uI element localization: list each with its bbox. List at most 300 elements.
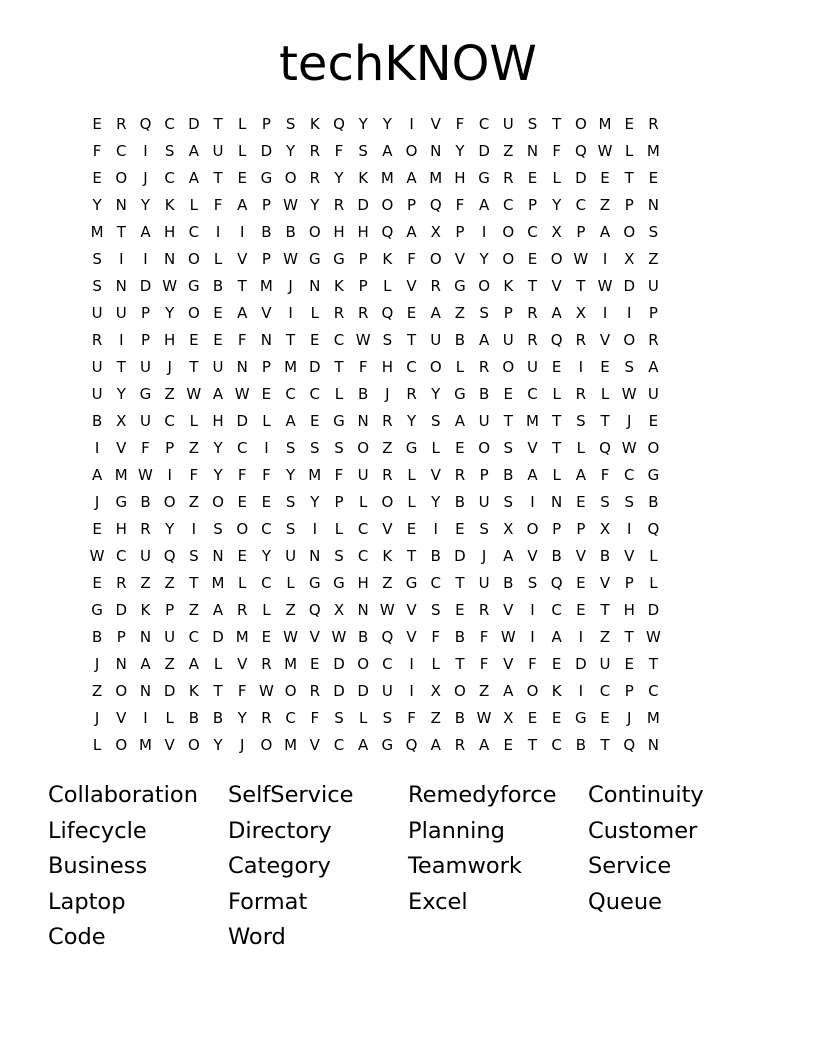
grid-cell[interactable]: O: [381, 493, 394, 511]
grid-cell[interactable]: Z: [188, 493, 199, 511]
grid-cell[interactable]: M: [284, 358, 298, 376]
grid-cell[interactable]: Q: [550, 574, 563, 592]
grid-cell[interactable]: B: [91, 628, 103, 646]
grid-cell[interactable]: D: [575, 169, 587, 187]
grid-cell[interactable]: W: [234, 385, 250, 403]
grid-cell[interactable]: O: [429, 358, 442, 376]
grid-cell[interactable]: M: [211, 574, 225, 592]
grid-cell[interactable]: V: [406, 601, 417, 619]
grid-cell[interactable]: F: [213, 196, 223, 214]
grid-cell[interactable]: X: [503, 520, 514, 538]
grid-cell[interactable]: C: [527, 223, 538, 241]
grid-cell[interactable]: C: [164, 412, 175, 430]
grid-cell[interactable]: C: [357, 520, 369, 538]
grid-cell[interactable]: Y: [140, 196, 151, 214]
grid-cell[interactable]: E: [624, 115, 634, 133]
grid-cell[interactable]: Y: [479, 250, 489, 268]
grid-cell[interactable]: Z: [164, 574, 175, 592]
grid-cell[interactable]: C: [164, 115, 175, 133]
grid-cell[interactable]: M: [598, 115, 612, 133]
grid-cell[interactable]: B: [261, 223, 272, 241]
grid-cell[interactable]: E: [455, 439, 465, 457]
grid-cell[interactable]: C: [503, 196, 514, 214]
grid-cell[interactable]: G: [139, 385, 152, 403]
grid-cell[interactable]: J: [385, 385, 390, 403]
grid-cell[interactable]: H: [357, 223, 369, 241]
grid-cell[interactable]: N: [139, 682, 152, 700]
grid-cell[interactable]: L: [358, 493, 368, 511]
grid-cell[interactable]: I: [143, 142, 148, 160]
grid-cell[interactable]: P: [358, 250, 368, 268]
grid-cell[interactable]: B: [551, 547, 562, 565]
grid-cell[interactable]: D: [357, 196, 369, 214]
grid-cell[interactable]: P: [261, 115, 271, 133]
grid-cell[interactable]: A: [140, 223, 151, 241]
grid-cell[interactable]: I: [240, 223, 245, 241]
grid-cell[interactable]: L: [552, 385, 561, 403]
grid-cell[interactable]: E: [261, 628, 272, 646]
grid-cell[interactable]: B: [212, 277, 224, 295]
grid-cell[interactable]: L: [238, 115, 247, 133]
grid-cell[interactable]: F: [334, 466, 344, 484]
grid-cell[interactable]: B: [648, 493, 659, 511]
grid-cell[interactable]: M: [525, 412, 539, 430]
grid-cell[interactable]: S: [213, 520, 223, 538]
grid-cell[interactable]: C: [478, 115, 490, 133]
grid-cell[interactable]: A: [382, 142, 393, 160]
grid-cell[interactable]: J: [627, 412, 632, 430]
grid-cell[interactable]: U: [599, 655, 611, 673]
grid-cell[interactable]: Q: [599, 439, 611, 457]
grid-cell[interactable]: I: [119, 250, 124, 268]
grid-cell[interactable]: F: [600, 466, 610, 484]
grid-cell[interactable]: I: [119, 331, 124, 349]
grid-cell[interactable]: R: [648, 331, 659, 349]
grid-cell[interactable]: E: [648, 412, 659, 430]
grid-cell[interactable]: T: [552, 439, 562, 457]
grid-cell[interactable]: C: [430, 574, 441, 592]
grid-cell[interactable]: E: [310, 331, 320, 349]
grid-cell[interactable]: Q: [139, 115, 152, 133]
grid-cell[interactable]: B: [503, 574, 514, 592]
grid-cell[interactable]: C: [406, 358, 417, 376]
grid-cell[interactable]: E: [406, 520, 417, 538]
grid-cell[interactable]: E: [261, 385, 272, 403]
grid-cell[interactable]: B: [454, 709, 466, 727]
grid-cell[interactable]: O: [357, 439, 370, 457]
grid-cell[interactable]: I: [288, 304, 293, 322]
grid-cell[interactable]: U: [285, 547, 297, 565]
grid-cell[interactable]: D: [212, 628, 224, 646]
grid-cell[interactable]: W: [331, 628, 347, 646]
grid-cell[interactable]: Z: [164, 655, 175, 673]
grid-cell[interactable]: F: [141, 439, 150, 457]
grid-cell[interactable]: P: [165, 439, 175, 457]
grid-cell[interactable]: I: [578, 682, 584, 700]
grid-cell[interactable]: A: [212, 601, 224, 619]
grid-cell[interactable]: P: [358, 277, 368, 295]
grid-cell[interactable]: U: [647, 385, 659, 403]
grid-cell[interactable]: T: [503, 412, 513, 430]
grid-cell[interactable]: Q: [163, 547, 176, 565]
grid-cell[interactable]: V: [503, 655, 514, 673]
grid-cell[interactable]: C: [551, 601, 562, 619]
grid-cell[interactable]: Y: [116, 385, 126, 403]
grid-cell[interactable]: V: [599, 331, 611, 349]
grid-cell[interactable]: A: [188, 655, 199, 673]
grid-cell[interactable]: H: [357, 574, 369, 592]
grid-cell[interactable]: P: [503, 304, 513, 322]
grid-cell[interactable]: N: [212, 547, 224, 565]
grid-cell[interactable]: P: [624, 574, 634, 592]
grid-cell[interactable]: J: [94, 655, 100, 673]
grid-cell[interactable]: T: [648, 655, 658, 673]
grid-cell[interactable]: Y: [261, 547, 271, 565]
grid-cell[interactable]: A: [188, 169, 199, 187]
grid-cell[interactable]: J: [94, 493, 100, 511]
grid-cell[interactable]: H: [115, 520, 127, 538]
grid-cell[interactable]: S: [430, 412, 441, 430]
grid-cell[interactable]: O: [574, 115, 587, 133]
grid-cell[interactable]: W: [476, 709, 492, 727]
grid-cell[interactable]: Y: [358, 115, 368, 133]
grid-cell[interactable]: J: [143, 169, 148, 187]
grid-cell[interactable]: S: [503, 493, 514, 511]
grid-cell[interactable]: U: [478, 493, 490, 511]
grid-cell[interactable]: S: [334, 709, 344, 727]
grid-cell[interactable]: Y: [455, 142, 465, 160]
grid-cell[interactable]: I: [409, 115, 414, 133]
grid-cell[interactable]: Y: [213, 736, 223, 754]
grid-cell[interactable]: E: [576, 601, 586, 619]
grid-cell[interactable]: O: [187, 736, 200, 754]
grid-cell[interactable]: T: [600, 601, 610, 619]
grid-cell[interactable]: A: [91, 466, 103, 484]
grid-cell[interactable]: N: [115, 277, 127, 295]
grid-cell[interactable]: Y: [310, 196, 320, 214]
grid-cell[interactable]: A: [406, 169, 417, 187]
grid-cell[interactable]: E: [261, 493, 272, 511]
grid-cell[interactable]: E: [551, 709, 562, 727]
grid-cell[interactable]: F: [358, 358, 368, 376]
grid-cell[interactable]: A: [285, 412, 296, 430]
grid-cell[interactable]: A: [503, 547, 514, 565]
grid-cell[interactable]: R: [454, 466, 466, 484]
grid-cell[interactable]: E: [576, 574, 586, 592]
grid-cell[interactable]: P: [624, 196, 634, 214]
grid-cell[interactable]: N: [115, 655, 127, 673]
grid-cell[interactable]: P: [648, 304, 658, 322]
grid-cell[interactable]: T: [189, 574, 199, 592]
grid-cell[interactable]: C: [309, 385, 321, 403]
grid-cell[interactable]: N: [430, 142, 442, 160]
grid-cell[interactable]: S: [624, 493, 634, 511]
grid-cell[interactable]: S: [527, 115, 538, 133]
grid-cell[interactable]: E: [92, 169, 102, 187]
grid-cell[interactable]: L: [189, 196, 199, 214]
grid-cell[interactable]: K: [358, 169, 369, 187]
grid-cell[interactable]: U: [164, 628, 176, 646]
grid-cell[interactable]: S: [164, 142, 175, 160]
grid-cell[interactable]: H: [164, 331, 176, 349]
grid-cell[interactable]: E: [551, 358, 562, 376]
grid-cell[interactable]: W: [597, 142, 613, 160]
grid-cell[interactable]: L: [600, 385, 610, 403]
grid-cell[interactable]: F: [310, 709, 320, 727]
grid-cell[interactable]: Q: [623, 736, 636, 754]
grid-cell[interactable]: O: [187, 250, 200, 268]
grid-cell[interactable]: K: [188, 682, 199, 700]
grid-cell[interactable]: C: [357, 547, 369, 565]
grid-cell[interactable]: S: [285, 439, 296, 457]
grid-cell[interactable]: E: [237, 493, 247, 511]
grid-cell[interactable]: R: [648, 115, 659, 133]
grid-cell[interactable]: M: [90, 223, 104, 241]
grid-cell[interactable]: J: [288, 277, 293, 295]
grid-cell[interactable]: G: [333, 250, 345, 268]
grid-cell[interactable]: B: [430, 547, 441, 565]
grid-cell[interactable]: C: [575, 196, 587, 214]
grid-cell[interactable]: N: [309, 277, 321, 295]
grid-cell[interactable]: T: [600, 412, 610, 430]
grid-cell[interactable]: L: [625, 142, 634, 160]
grid-cell[interactable]: A: [237, 304, 248, 322]
grid-cell[interactable]: C: [261, 520, 272, 538]
grid-cell[interactable]: M: [114, 466, 128, 484]
grid-cell[interactable]: S: [334, 547, 344, 565]
grid-cell[interactable]: W: [138, 466, 153, 484]
grid-cell[interactable]: R: [478, 601, 490, 619]
grid-cell[interactable]: O: [405, 142, 418, 160]
grid-cell[interactable]: L: [431, 655, 440, 673]
grid-cell[interactable]: O: [623, 331, 636, 349]
grid-cell[interactable]: K: [164, 196, 175, 214]
grid-cell[interactable]: A: [358, 736, 369, 754]
grid-cell[interactable]: R: [382, 466, 393, 484]
grid-cell[interactable]: Q: [333, 115, 345, 133]
grid-cell[interactable]: E: [503, 385, 514, 403]
grid-cell[interactable]: E: [600, 169, 610, 187]
grid-cell[interactable]: I: [191, 520, 197, 538]
grid-cell[interactable]: E: [237, 547, 247, 565]
grid-cell[interactable]: P: [261, 250, 271, 268]
grid-cell[interactable]: K: [503, 277, 514, 295]
grid-cell[interactable]: I: [312, 520, 317, 538]
grid-cell[interactable]: X: [624, 250, 635, 268]
grid-cell[interactable]: P: [261, 358, 271, 376]
grid-cell[interactable]: A: [430, 304, 441, 322]
grid-cell[interactable]: U: [526, 358, 538, 376]
grid-cell[interactable]: P: [576, 223, 586, 241]
grid-cell[interactable]: J: [627, 709, 632, 727]
grid-cell[interactable]: Y: [286, 466, 296, 484]
grid-cell[interactable]: Y: [165, 520, 175, 538]
grid-cell[interactable]: F: [189, 466, 199, 484]
grid-cell[interactable]: M: [429, 169, 443, 187]
grid-cell[interactable]: U: [381, 682, 393, 700]
grid-cell[interactable]: Q: [574, 142, 587, 160]
grid-cell[interactable]: H: [623, 601, 635, 619]
grid-cell[interactable]: E: [600, 358, 610, 376]
grid-cell[interactable]: V: [309, 628, 320, 646]
grid-cell[interactable]: R: [116, 574, 127, 592]
grid-cell[interactable]: E: [527, 250, 538, 268]
grid-cell[interactable]: T: [213, 169, 223, 187]
grid-cell[interactable]: O: [284, 682, 297, 700]
grid-cell[interactable]: T: [624, 628, 634, 646]
grid-cell[interactable]: V: [237, 250, 248, 268]
grid-cell[interactable]: E: [503, 736, 514, 754]
grid-cell[interactable]: Q: [550, 331, 563, 349]
grid-cell[interactable]: A: [551, 628, 562, 646]
grid-cell[interactable]: E: [455, 520, 465, 538]
grid-cell[interactable]: C: [382, 655, 393, 673]
grid-cell[interactable]: Z: [188, 439, 199, 457]
grid-cell[interactable]: B: [188, 709, 199, 727]
grid-cell[interactable]: I: [602, 250, 608, 268]
grid-cell[interactable]: U: [502, 115, 514, 133]
grid-cell[interactable]: Y: [92, 196, 102, 214]
grid-cell[interactable]: V: [527, 439, 538, 457]
grid-cell[interactable]: G: [308, 574, 321, 592]
grid-cell[interactable]: Q: [308, 601, 321, 619]
grid-cell[interactable]: C: [116, 547, 127, 565]
grid-cell[interactable]: N: [357, 412, 369, 430]
grid-cell[interactable]: L: [213, 250, 223, 268]
grid-cell[interactable]: P: [624, 682, 634, 700]
grid-cell[interactable]: G: [454, 277, 466, 295]
grid-cell[interactable]: V: [575, 547, 586, 565]
grid-cell[interactable]: S: [310, 439, 320, 457]
grid-cell[interactable]: G: [575, 709, 587, 727]
grid-cell[interactable]: Y: [406, 412, 417, 430]
grid-cell[interactable]: L: [262, 412, 271, 430]
grid-cell[interactable]: P: [479, 466, 489, 484]
grid-cell[interactable]: S: [503, 439, 514, 457]
grid-cell[interactable]: N: [309, 547, 321, 565]
grid-cell[interactable]: I: [627, 304, 632, 322]
grid-cell[interactable]: U: [478, 574, 490, 592]
grid-cell[interactable]: S: [527, 574, 538, 592]
grid-cell[interactable]: A: [527, 466, 538, 484]
grid-cell[interactable]: S: [358, 142, 368, 160]
grid-cell[interactable]: G: [478, 169, 490, 187]
grid-cell[interactable]: Y: [334, 169, 344, 187]
grid-cell[interactable]: S: [285, 493, 296, 511]
grid-cell[interactable]: L: [576, 439, 586, 457]
grid-cell[interactable]: D: [115, 601, 128, 619]
grid-cell[interactable]: F: [552, 142, 561, 160]
grid-cell[interactable]: U: [139, 358, 151, 376]
grid-cell[interactable]: F: [479, 655, 489, 673]
grid-cell[interactable]: C: [648, 682, 659, 700]
grid-cell[interactable]: I: [530, 628, 535, 646]
grid-cell[interactable]: L: [552, 466, 561, 484]
grid-cell[interactable]: I: [143, 709, 148, 727]
grid-cell[interactable]: F: [528, 655, 537, 673]
grid-cell[interactable]: T: [624, 169, 634, 187]
grid-cell[interactable]: W: [89, 547, 105, 565]
grid-cell[interactable]: V: [382, 520, 393, 538]
grid-cell[interactable]: A: [188, 142, 199, 160]
grid-cell[interactable]: O: [236, 520, 249, 538]
grid-cell[interactable]: S: [382, 709, 393, 727]
grid-cell[interactable]: E: [237, 169, 247, 187]
grid-cell[interactable]: F: [407, 709, 416, 727]
grid-cell[interactable]: W: [621, 385, 637, 403]
grid-cell[interactable]: C: [188, 223, 200, 241]
grid-cell[interactable]: V: [261, 304, 272, 322]
grid-cell[interactable]: E: [455, 601, 465, 619]
grid-cell[interactable]: D: [163, 682, 176, 700]
grid-cell[interactable]: I: [530, 601, 535, 619]
grid-cell[interactable]: K: [334, 277, 344, 295]
grid-cell[interactable]: I: [409, 655, 414, 673]
grid-cell[interactable]: W: [162, 277, 178, 295]
grid-cell[interactable]: W: [258, 682, 274, 700]
grid-cell[interactable]: O: [526, 682, 539, 700]
grid-cell[interactable]: X: [575, 304, 586, 322]
grid-cell[interactable]: A: [212, 385, 224, 403]
grid-cell[interactable]: E: [576, 493, 586, 511]
grid-cell[interactable]: W: [283, 196, 299, 214]
grid-cell[interactable]: V: [406, 628, 417, 646]
grid-cell[interactable]: D: [309, 358, 321, 376]
grid-cell[interactable]: Z: [285, 601, 296, 619]
grid-cell[interactable]: O: [115, 682, 128, 700]
grid-cell[interactable]: Y: [286, 142, 296, 160]
grid-cell[interactable]: T: [406, 547, 417, 565]
grid-cell[interactable]: Z: [454, 304, 466, 322]
grid-cell[interactable]: U: [430, 331, 442, 349]
grid-cell[interactable]: A: [430, 736, 441, 754]
grid-cell[interactable]: R: [503, 169, 514, 187]
grid-cell[interactable]: S: [285, 115, 296, 133]
grid-cell[interactable]: G: [188, 277, 200, 295]
grid-cell[interactable]: Y: [382, 115, 392, 133]
grid-cell[interactable]: C: [116, 142, 127, 160]
grid-cell[interactable]: D: [333, 682, 345, 700]
grid-cell[interactable]: C: [285, 709, 296, 727]
grid-cell[interactable]: W: [283, 250, 299, 268]
grid-cell[interactable]: A: [140, 655, 151, 673]
grid-cell[interactable]: C: [333, 736, 345, 754]
grid-cell[interactable]: H: [164, 223, 176, 241]
grid-cell[interactable]: D: [357, 682, 369, 700]
grid-cell[interactable]: S: [576, 412, 586, 430]
grid-cell[interactable]: R: [237, 601, 248, 619]
grid-cell[interactable]: T: [116, 223, 126, 241]
grid-cell[interactable]: D: [647, 601, 660, 619]
grid-cell[interactable]: I: [264, 439, 269, 457]
grid-cell[interactable]: Y: [213, 466, 223, 484]
grid-cell[interactable]: N: [551, 493, 563, 511]
grid-cell[interactable]: Z: [382, 574, 393, 592]
grid-cell[interactable]: H: [381, 358, 393, 376]
grid-cell[interactable]: B: [91, 412, 103, 430]
grid-cell[interactable]: F: [455, 115, 465, 133]
grid-cell[interactable]: I: [481, 223, 487, 241]
grid-cell[interactable]: O: [623, 223, 636, 241]
grid-cell[interactable]: P: [116, 628, 126, 646]
grid-cell[interactable]: Y: [552, 196, 562, 214]
grid-cell[interactable]: X: [599, 520, 611, 538]
grid-cell[interactable]: M: [235, 628, 249, 646]
grid-cell[interactable]: L: [407, 466, 416, 484]
grid-cell[interactable]: I: [433, 520, 438, 538]
grid-cell[interactable]: D: [623, 277, 635, 295]
grid-cell[interactable]: D: [139, 277, 152, 295]
